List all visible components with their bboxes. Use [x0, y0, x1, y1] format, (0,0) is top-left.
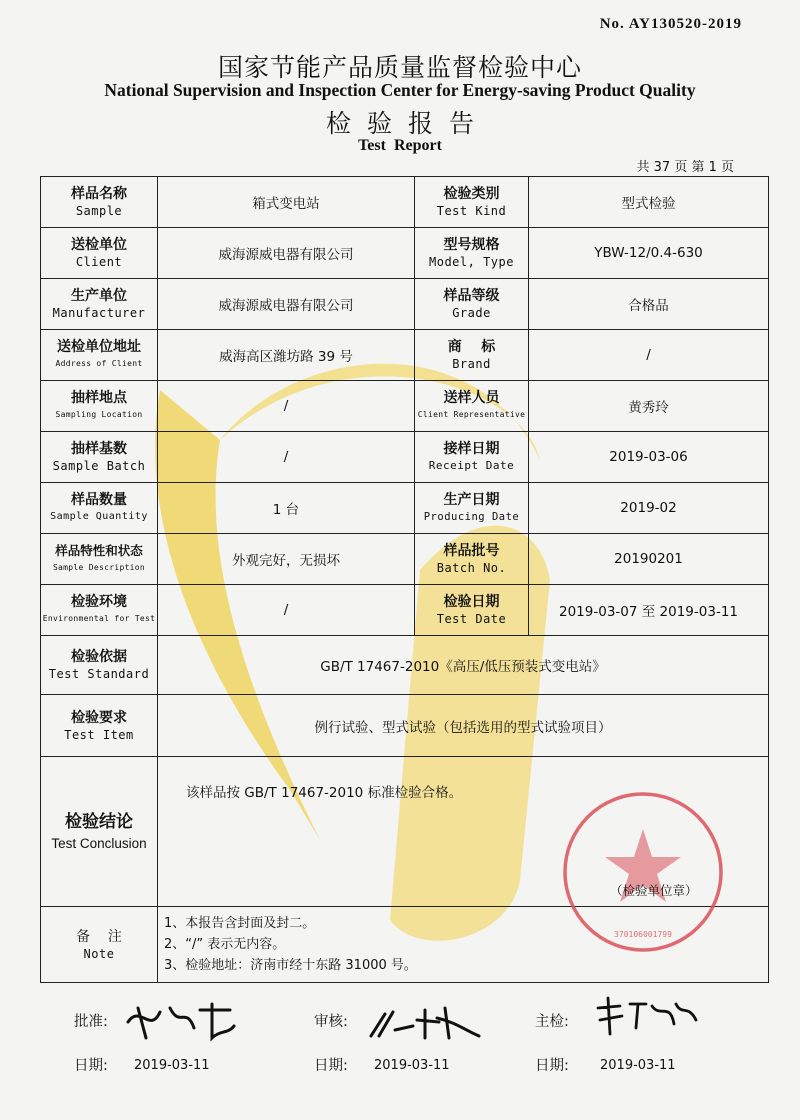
subtitle-zh: 检验报告 [325, 109, 490, 138]
value-cell: 1 台 [158, 483, 415, 534]
note-line: 1、本报告含封面及封二。 [164, 916, 316, 931]
test-standard-value: GB/T 17467-2010《高压/低压预装式变电站》 [158, 636, 769, 695]
date-value-2: 2019-03-11 [374, 1058, 450, 1073]
date-label-2: 日期: [314, 1058, 348, 1074]
value-cell: 外观完好，无损坏 [158, 534, 415, 585]
label-cell: 样品数量 Sample Quantity [41, 483, 158, 534]
report-table [40, 176, 769, 983]
label-cell: 送检单位地址 Address of Client [41, 330, 158, 381]
value-cell: 威海高区潍坊路 39 号 [158, 330, 415, 381]
value-cell: 型式检验 [529, 177, 769, 228]
title-en: National Supervision and Inspection Center for Energy-saving Product Quality [104, 80, 696, 100]
label-cell: 接样日期 Receipt Date [415, 432, 529, 483]
label-cell: 样品批号 Batch No. [415, 534, 529, 585]
value-cell: 箱式变电站 [158, 177, 415, 228]
label-cell: 检验日期 Test Date [415, 585, 529, 636]
official-stamp [558, 787, 728, 957]
stamp-caption: （检验单位章） [610, 883, 698, 898]
label-cell: 抽样基数 Sample Batch [41, 432, 158, 483]
test-item-row [41, 695, 769, 757]
svg-text:370106001799: 370106001799 [614, 930, 672, 939]
conclusion-text: 该样品按 GB/T 17467-2010 标准检验合格。 [186, 785, 463, 801]
value-cell: YBW-12/0.4-630 [529, 228, 769, 279]
value-cell: / [158, 585, 415, 636]
value-cell: / [158, 381, 415, 432]
label-cell: 检验要求 Test Item [41, 695, 158, 757]
inspector-label: 主检: [535, 1014, 569, 1030]
table-row [41, 432, 769, 483]
value-cell: 黄秀玲 [529, 381, 769, 432]
conclusion-row [41, 757, 769, 907]
date-label-1: 日期: [74, 1058, 108, 1074]
table-row [41, 330, 769, 381]
test-standard-row [41, 636, 769, 695]
approver-signature [120, 998, 240, 1042]
page-count: 共 37 页 第 1 页 [636, 160, 734, 175]
label-cell: 备 注 Note [41, 907, 158, 983]
value-cell: 2019-03-07 至 2019-03-11 [529, 585, 769, 636]
label-cell: 送检单位 Client [41, 228, 158, 279]
reviewer-label: 审核: [314, 1014, 348, 1030]
label-cell: 检验类别 Test Kind [415, 177, 529, 228]
value-cell: 威海源威电器有限公司 [158, 279, 415, 330]
label-cell: 样品名称 Sample [41, 177, 158, 228]
value-cell: 威海源威电器有限公司 [158, 228, 415, 279]
reviewer-signature [365, 1000, 485, 1042]
title-zh: 国家节能产品质量监督检验中心 [217, 53, 582, 82]
value-cell: / [529, 330, 769, 381]
table-row [41, 585, 769, 636]
value-cell: 20190201 [529, 534, 769, 585]
label-cell: 生产单位 Manufacturer [41, 279, 158, 330]
table-row [41, 534, 769, 585]
label-cell: 送样人员 Client Representative [415, 381, 529, 432]
date-label-3: 日期: [535, 1058, 569, 1074]
subtitle-en: Test Report [358, 137, 442, 154]
inspector-signature [590, 994, 700, 1038]
test-item-value: 例行试验、型式试验（包括选用的型式试验项目） [158, 695, 769, 757]
value-cell: / [158, 432, 415, 483]
label-cell: 抽样地点 Sampling Location [41, 381, 158, 432]
date-value-1: 2019-03-11 [134, 1058, 210, 1073]
table-row [41, 483, 769, 534]
report-number: No. AY130520-2019 [599, 16, 742, 32]
date-value-3: 2019-03-11 [600, 1058, 676, 1073]
label-cell: 生产日期 Producing Date [415, 483, 529, 534]
approver-label: 批准: [74, 1014, 108, 1030]
value-cell: 2019-03-06 [529, 432, 769, 483]
table-row [41, 279, 769, 330]
table-row [41, 177, 769, 228]
note-line: 2、“/” 表示无内容。 [164, 937, 286, 952]
table-row [41, 381, 769, 432]
label-cell: 样品等级 Grade [415, 279, 529, 330]
value-cell: 2019-02 [529, 483, 769, 534]
label-cell: 检验结论 Test Conclusion [41, 757, 158, 907]
label-cell: 检验依据 Test Standard [41, 636, 158, 695]
label-cell: 商 标 Brand [415, 330, 529, 381]
note-line: 3、检验地址：济南市经十东路 31000 号。 [164, 958, 417, 973]
table-row [41, 228, 769, 279]
label-cell: 样品特性和状态 Sample Description [41, 534, 158, 585]
value-cell: 合格品 [529, 279, 769, 330]
label-cell: 检验环境 Environmental for Test [41, 585, 158, 636]
label-cell: 型号规格 Model, Type [415, 228, 529, 279]
